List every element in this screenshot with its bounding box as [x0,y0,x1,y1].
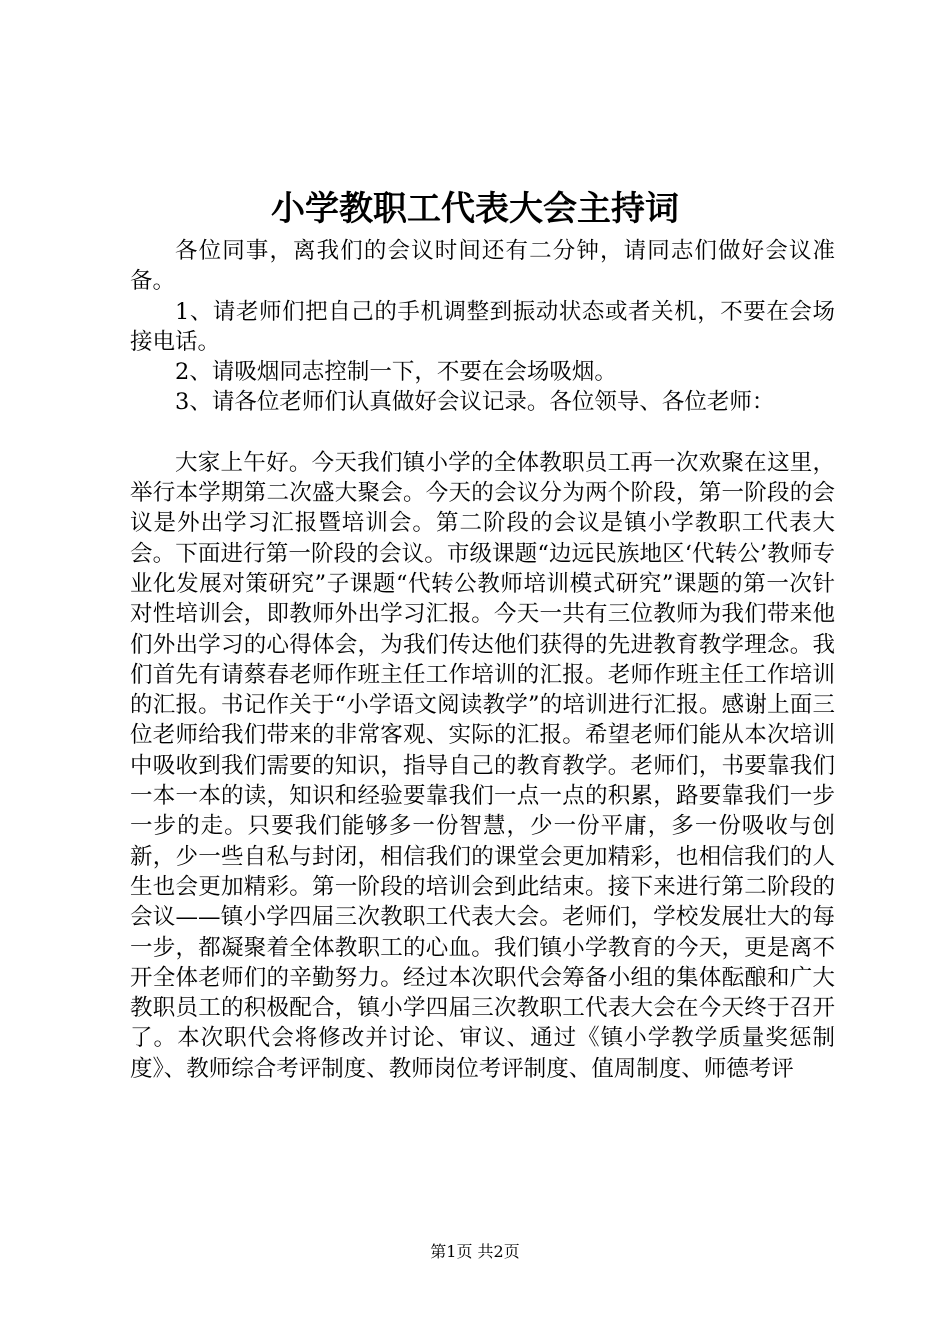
paragraph-item-1: 1、请老师们把自己的手机调整到振动状态或者关机，不要在会场接电话。 [130,298,835,355]
document-body [130,236,835,1084]
paragraph-item-3: 3、请各位老师们认真做好会议记录。各位领导、各位老师： [175,389,775,416]
page-number-footer: 第1页 共2页 [430,1242,520,1261]
paragraph-item-2: 2、请吸烟同志控制一下，不要在会场吸烟。 [175,359,617,386]
paragraph-intro: 各位同事，离我们的会议时间还有二分钟，请同志们做好会议准备。 [130,238,835,295]
paragraph-main-speech: 大家上午好。今天我们镇小学的全体教职员工再一次欢聚在这里，举行本学期第二次盛大聚会。今天的会议分为两个阶段，第一阶段的会议是外出学习汇报暨培训会。第二阶段的会议是镇小学教职工代表大会。下面进行第一阶段的会议。市级课题“边远民族地区‘代转公’教师专业化发展对策研究”子课题“代转公教师培训模式研究”课题的第一次针对性培训会，即教师外出学习汇报。今天一共有三位教师为我们带来他们外出学习的心得体会，为我们传达他们获得的先进教育教学理念。我们首先有请蔡春老师作班主任工作培训的汇报。老师作班主任工作培训的汇报。书记作关于“小学语文阅读教学”的培训进行汇报。感谢上面三位老师给我们带来的非常客观、实际的汇报。希望老师们能从本次培训中吸收到我们需要的知识，指导自己的教育教学。老师们，书要靠我们一本一本的读，知识和经验要靠我们一点一点的积累，路要靠我们一步一步的走。只要我们能够多一份智慧，少一份平庸，多一份吸收与创新，少一些自私与封闭，相信我们的课堂会更加精彩，也相信我们的人生也会更加精彩。第一阶段的培训会到此结束。接下来进行第二阶段的会议——镇小学四届三次教职工代表大会。老师们，学校发展壮大的每一步，都凝聚着全体教职工的心血。我们镇小学教育的今天，更是离不开全体老师们的辛勤努力。经过本次职代会筹备小组的集体酝酿和广大教职员工的积极配合，镇小学四届三次教职工代表大会在今天终于召开了。本次职代会将修改并讨论、审议、通过《镇小学教学质量奖惩制度》、教师综合考评制度、教师岗位考评制度、值周制度、师德考评 [130,449,835,1082]
document-title: 小学教职工代表大会主持词 [271,189,679,229]
